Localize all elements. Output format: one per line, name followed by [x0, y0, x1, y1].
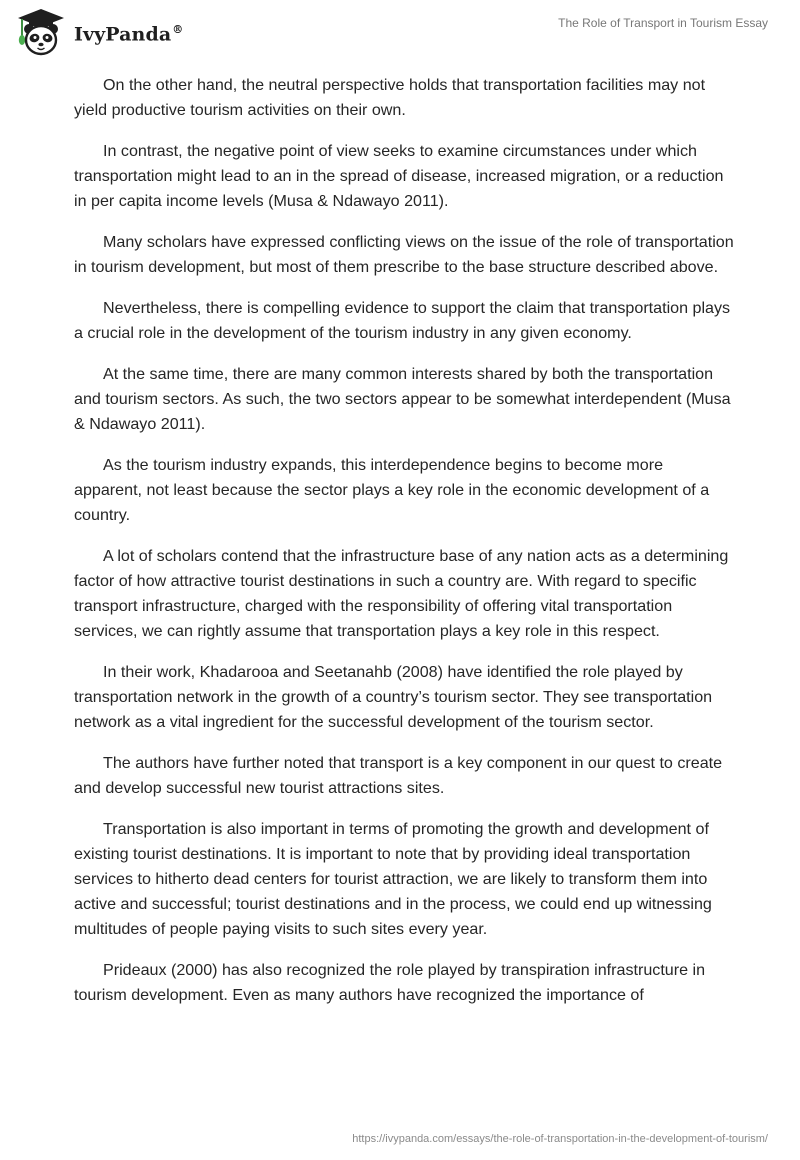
page-header — [0, 0, 800, 66]
paragraph: Many scholars have expressed conflicting views on the issue of the role of transportation in tourism development, but most of them prescribe to the base structure described above. — [74, 233, 734, 276]
paragraph: At the same time, there are many common interests shared by both the transportation and tourism sectors. As such, the two sectors appear to be somewhat interdependent (Musa & Ndawayo 2011). — [74, 365, 731, 433]
ivypanda-logo[interactable] — [14, 7, 183, 57]
brand-name — [74, 23, 183, 45]
essay-body — [74, 73, 734, 1024]
paragraph: The authors have further noted that transport is a key component in our quest to create and develop successful new tourist attractions sites. — [74, 754, 723, 797]
paragraph: Nevertheless, there is compelling evidence to support the claim that transportation plays a crucial role in the development of the tourism industry in any given economy. — [74, 299, 731, 342]
brand-name-text: IvyPanda — [74, 23, 172, 46]
registered-mark: ® — [172, 22, 184, 36]
paragraph: As the tourism industry expands, this interdependence begins to become more apparent, not least because the sector plays a key role in the economic development of a country. — [74, 456, 710, 524]
panda-graduate-icon — [14, 7, 68, 57]
paragraph: On the other hand, the neutral perspective holds that transportation facilities may not yield productive tourism activities on their own. — [74, 76, 706, 119]
document-title: The Role of Transport in Tourism Essay — [558, 16, 768, 30]
paragraph: In their work, Khadarooa and Seetanahb (2008) have identified the role played by transportation network in the growth of a country’s tourism sector. They see transportation network as a vital ingredient for the successful development of the tourism sector. — [74, 663, 713, 731]
source-url[interactable]: https://ivypanda.com/essays/the-role-of-transportation-in-the-development-of-tourism/ — [352, 1133, 768, 1145]
paragraph: In contrast, the negative point of view seeks to examine circumstances under which transportation might lead to an in the spread of disease, increased migration, or a reduction in per capita income levels (Musa & Ndawayo 2011). — [74, 142, 724, 210]
paragraph: Prideaux (2000) has also recognized the role played by transpiration infrastructure in tourism development. Even as many authors have recognized the importance of — [74, 961, 706, 1004]
paragraph: A lot of scholars contend that the infrastructure base of any nation acts as a determining factor of how attractive tourist destinations in such a country are. With regard to specific transport infrastructure, charged with the responsibility of offering vital transportation services, we can rightly assume that transportation plays a key role in this respect. — [74, 547, 729, 640]
paragraph: Transportation is also important in terms of promoting the growth and development of existing tourist destinations. It is important to note that by providing ideal transportation services to hitherto dead centers for tourist attraction, we are likely to transform them into active and successful; tourist destinations and in the process, we could end up witnessing multitudes of people paying visits to such sites every year. — [74, 820, 712, 938]
